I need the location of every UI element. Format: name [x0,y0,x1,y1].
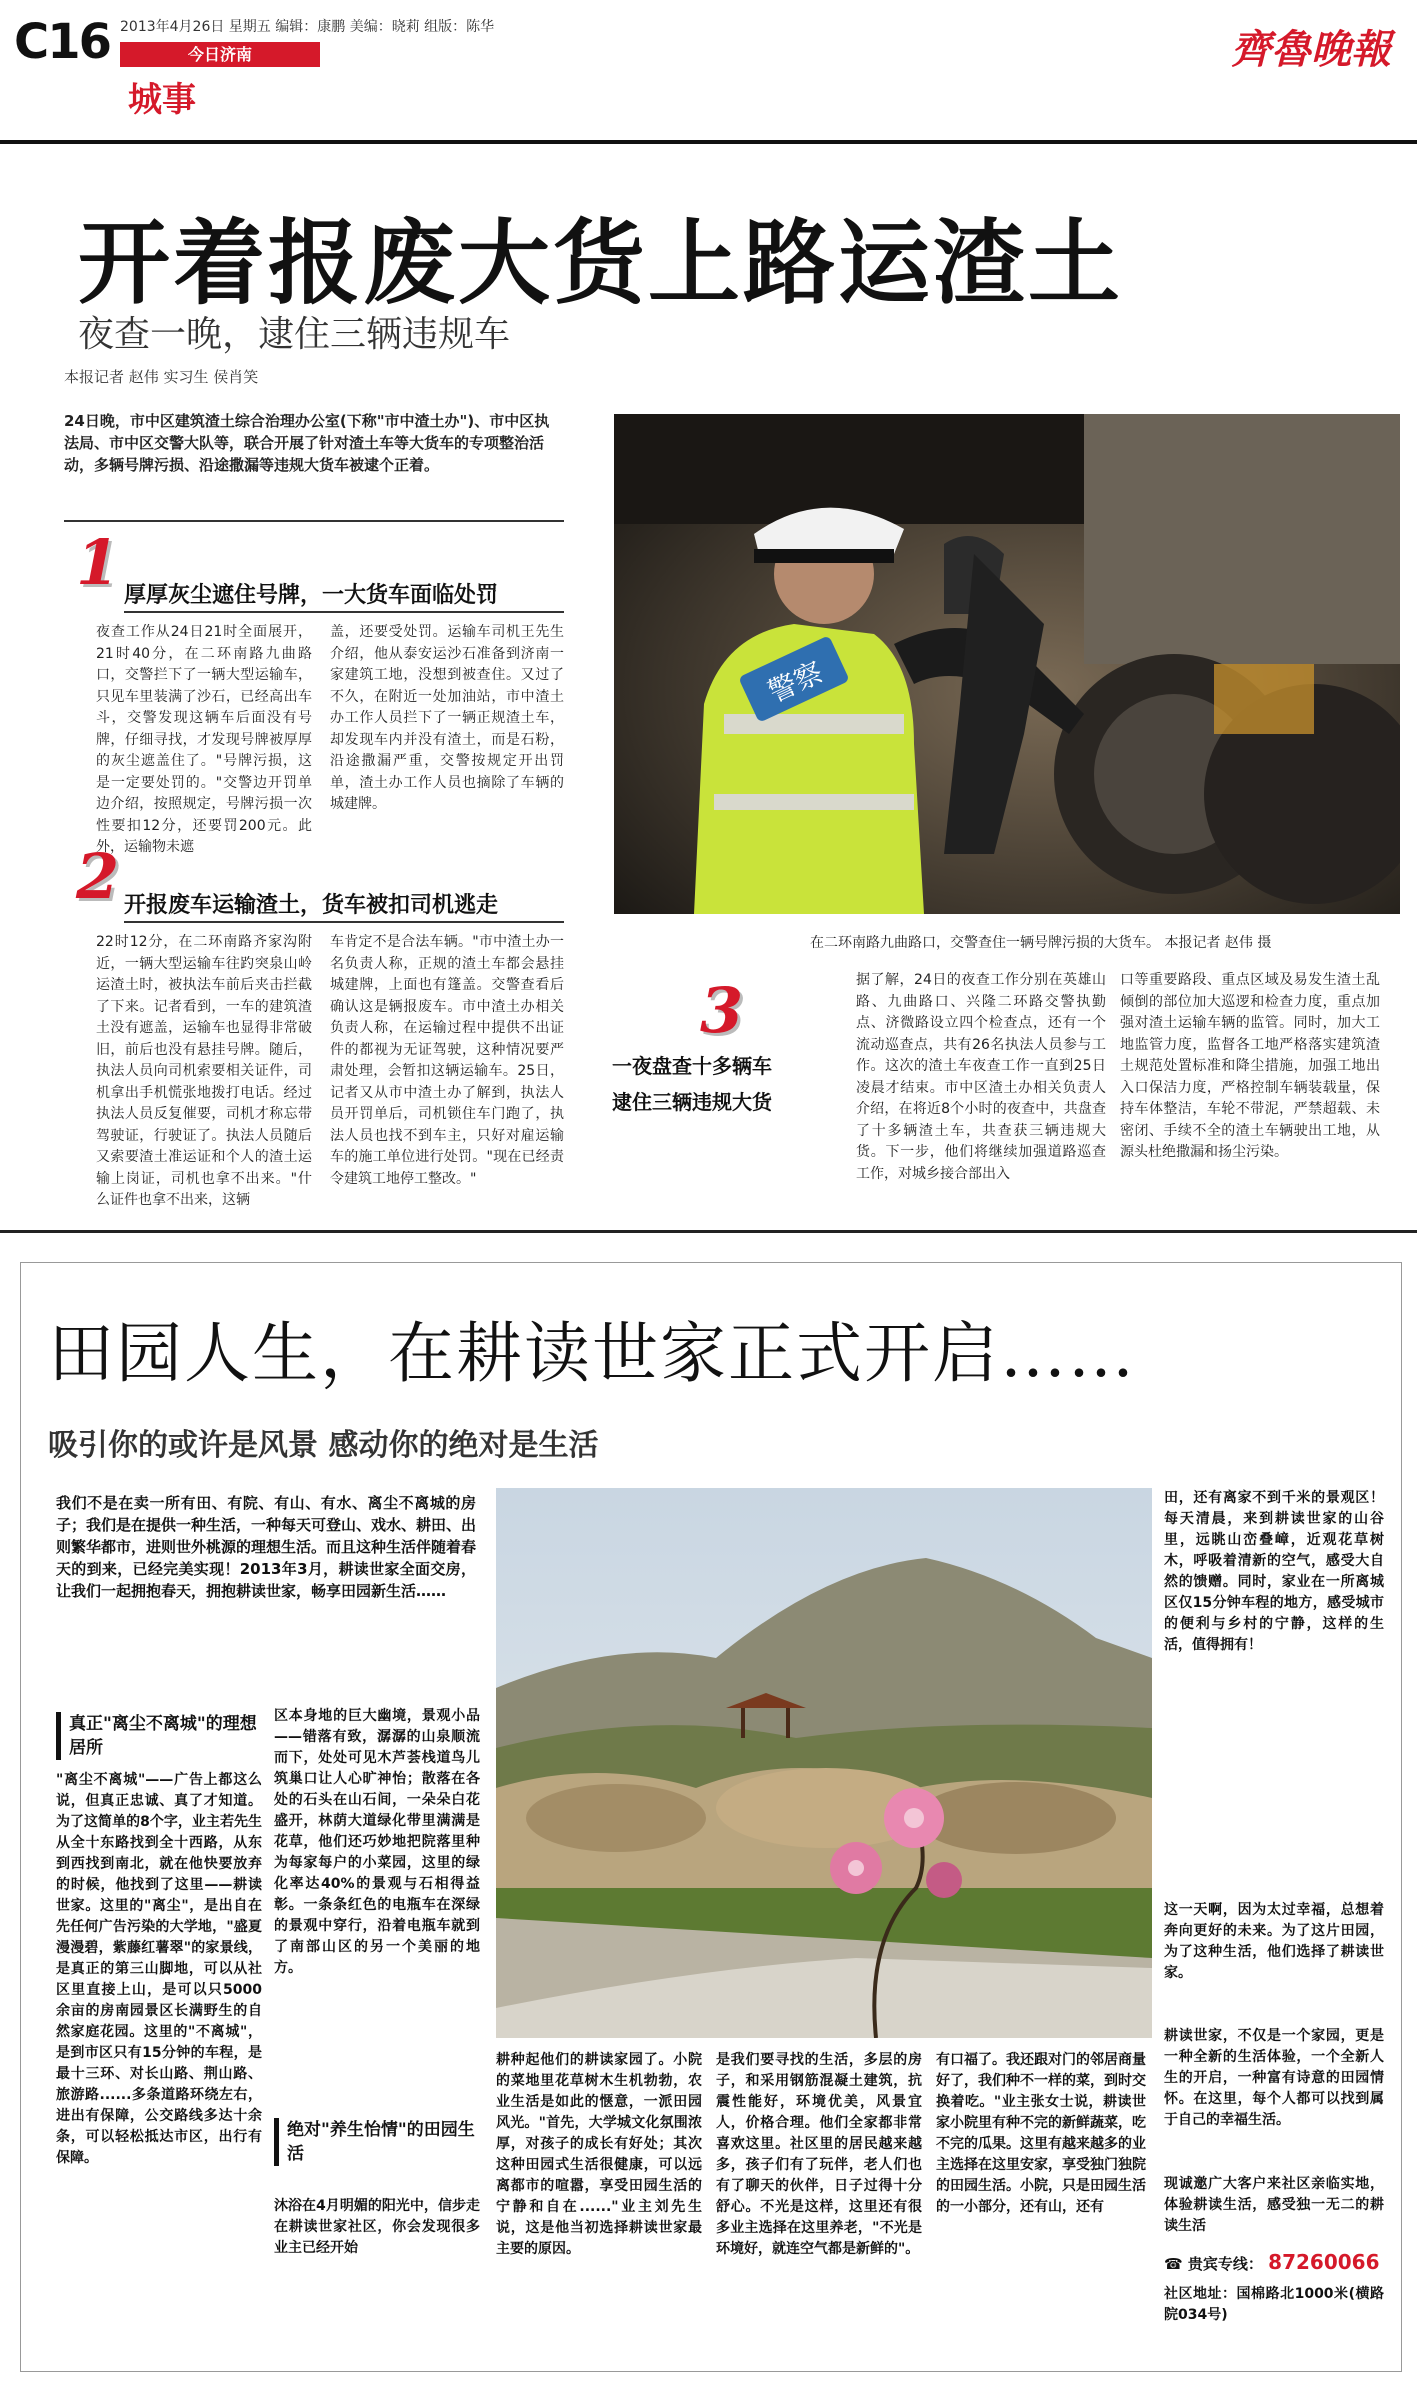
section-3-title-line2: 逮住三辆违规大货 [612,1090,772,1114]
ad-subhead-1: 真正"离尘不离城"的理想居所 [56,1712,269,1760]
ad-col-3: 耕种起他们的耕读家园了。小院的菜地里花草树木生机勃勃，农业生活是如此的惬意，一派田园风光。"首先，大学城文化氛围浓厚，对孩子的成长有好处；其次这种田园式生活很健康，可以远离都市的喧嚣，享受田园生活的宁静和自在......"业主刘先生说，这是他当初选择耕读世家最主要的原因。 [496,2052,702,2257]
photo-caption: 在二环南路九曲路口，交警查住一辆号牌污损的大货车。 本报记者 赵伟 摄 [810,935,1272,951]
ad-phone-label: 贵宾专线： [1187,2255,1263,2273]
phone-icon: ☎ [1164,2255,1183,2273]
ad-col-2b: 沐浴在4月明媚的阳光中，信步走在耕读世家社区，你会发现很多业主已经开始 [274,2198,480,2256]
section-2-col-a: 22时12分，在二环南路齐家沟附近，一辆大型运输车往趵突泉山岭运渣土时，被执法车前后夹击拦截了下来。记者看到，一车的建筑渣土没有遮盖，运输车也显得非常破旧，前后也没有悬挂号牌。随后，执法人员向司机索要相关证件，司机拿出手机慌张地拨打电话。经过执法人员反复催要，司机才称忘带驾驶证，行驶证了。执法人员随后又索要渣土准运证和个人的渣土运输上岗证，司机也拿不出来。"什么证件也拿不出来，这辆 [96,934,312,1208]
garden-landscape-photo [496,1488,1152,2038]
section-1-number: 1 [76,526,120,599]
section-1-rule [124,611,564,613]
main-byline: 本报记者 赵伟 实习生 侯肖笑 [64,368,259,386]
section-2-number: 2 [76,840,120,913]
ad-col-6: 田，还有离家不到千米的景观区！每天清晨，来到耕读世家的山谷里，远眺山峦叠嶂，近观花草树木，呼吸着清新的空气，感受大自然的馈赠。同时，家业在一所离城区仅15分钟车程的地方，感受城市的便利与乡村的宁静，这样的生活，值得拥有！ [1164,1490,1384,1653]
ad-col-2: 区本身地的巨大幽境，景观小品——错落有致，潺潺的山泉顺流而下，处处可见木芦荟栈道鸟儿筑巢口让人心旷神怡；散落在各处的石头在山石间，一朵朵白花盛开，林荫大道绿化带里满满是花草，他们还巧妙地把院落里种为每家每户的小菜园，这里的绿化率达40%的景观与石相得益彰。一条条红色的电瓶车在深绿的景观中穿行，沿着电瓶车就到了南部山区的另一个美丽的地方。 [274,1708,480,1976]
story-divider [0,1230,1417,1233]
header-rule [0,140,1417,144]
section-1-col-a: 夜查工作从24日21时全面展开，21时40分，在二环南路九曲路口，交警拦下了一辆大型运输车，只见车里装满了沙石，已经高出车斗，交警发现这辆车后面没有号牌，仔细寻找，才发现号牌被厚厚的灰尘遮盖住了。"号牌污损，这是一定要处罚的。"交警边开罚单边介绍，按照规定，号牌污损一次性要扣12分，还要罚200元。此外，运输物未遮 [96,624,312,855]
section-2-title: 开报废车运输渣土，货车被扣司机逃走 [124,893,499,918]
section-2-rule [124,921,564,923]
ad-col-1: "离尘不离城"——广告上都这么说，但真正忠诚、真了才知道。为了这简单的8个字，业主若先生从全十东路找到全十西路，从东到西找到南北，就在他快要放弃的时候，他找到了这里——耕读世家。这里的"离尘"，是出自在先任何广告污染的大学地，"盛夏漫漫碧，紫藤红薯翠"的家景线，是真正的第三山脚地，可以从社区里直接上山，是可以只5000余亩的房南园景区长满野生的自然家庭花园。这里的"不离城"，是到市区只有15分钟的车程，是最十三环、对长山路、荆山路、旅游路......多条道路环绕左右，进出有保障，公交路线多达十余条，可以轻松抵达市区，出行有保障。 [56,1772,262,2166]
page-number: C16 [14,14,111,70]
main-headline: 开着报废大货上路运渣土 [78,210,1124,317]
ad-headline: 田园人生，在耕读世家正式开启…… [48,1315,1136,1392]
police-inspection-photo [614,414,1400,914]
ad-quote: 这一天啊，因为太过幸福，总想着奔向更好的未来。为了这片田园，为了这种生活，他们选择了耕读世家。 [1164,1902,1384,1981]
ad-address: 社区地址：国棉路北1000米(横路院034号) [1164,2286,1384,2323]
garden-landscape-illustration [496,1488,1152,2038]
ad-cta: 现诚邀广大客户来社区亲临实地，体验耕读生活，感受独一无二的耕读生活 [1164,2176,1384,2234]
section-2-col-b: 车肯定不是合法车辆。"市中渣土办一名负责人称，正规的渣土车都会悬挂城建牌，上面也有篷盖。交警查看后确认这是辆报废车。市中渣土办相关负责人称，在运输过程中提供不出证件的都视为无证驾驶，这种情况要严肃处理，会暂扣这辆运输车。25日，记者又从市中渣土办了解到，执法人员开罚单后，司机锁住车门跑了，执法人员也找不到车主，只好对雇运输车的施工单位进行处罚。"现在已经责令建筑工地停工整改。" [330,934,564,1187]
main-lead: 24日晚，市中区建筑渣土综合治理办公室(下称"市中渣土办")、市中区执法局、市中区交警大队等，联合开展了针对渣土车等大货车的专项整治活动，多辆号牌污损、沿途撒漏等违规大货车被逮个正着。 [64,412,550,474]
ad-subhead-2: 绝对"养生怡情"的田园生活 [274,2118,477,2166]
lead-rule [64,520,564,522]
ad-subheadline: 吸引你的或许是风景 感动你的绝对是生活 [48,1428,599,1463]
ad-phone-number: 87260066 [1268,2250,1380,2274]
police-inspection-illustration [614,414,1400,914]
section-3-col-b: 口等重要路段、重点区域及易发生渣土乱倾倒的部位加大巡逻和检查力度，重点加强对渣土运输车辆的监管。同时，加大工地监管力度，监督各工地严格落实建筑渣土规范处置标准和降尘措施，加强工地出入口保洁力度，严格控制车辆装载量，保持车体整洁，车轮不带泥，严禁超载、未密闭、手续不全的渣土车辆驶出工地，从源头杜绝撒漏和扬尘污染。 [1120,972,1380,1160]
ad-col-6b: 耕读世家，不仅是一个家园，更是一种全新的生活体验，一个全新人生的开启，一种富有诗意的田园情怀。在这里，每个人都可以找到属于自己的幸福生活。 [1164,2028,1384,2128]
section-1-title: 厚厚灰尘遮住号牌，一大货车面临处罚 [124,583,499,608]
ad-intro: 我们不是在卖一所有田、有院、有山、有水、离尘不离城的房子；我们是在提供一种生活，一种每天可登山、戏水、耕田、出则繁华都市，进则世外桃源的理想生活。而且这种生活伴随着春天的到来，已经完美实现！2013年3月，耕读世家全面交房，让我们一起拥抱春天，拥抱耕读世家，畅享田园新生活…… [56,1494,476,1600]
section-3-col-a: 据了解，24日的夜查工作分别在英雄山路、九曲路口、兴隆二环路交警执勤点、济微路设立四个检查点，还有一个流动巡查点，共有26名执法人员参与工作。这次的渣土车夜查工作一直到25日凌晨才结束。市中区渣土办相关负责人介绍，在将近8个小时的夜查中，共盘查了十多辆渣土车，共查获三辆违规大货。下一步，他们将继续加强道路巡查工作，对城乡接合部出入 [856,972,1106,1182]
section-3-number: 3 [700,974,744,1047]
ad-col-4: 是我们要寻找的生活，多层的房子，和采用钢筋混凝土建筑，抗震性能好，环境优美，风景宜人，价格合理。他们全家都非常喜欢这里。社区里的居民越来越多，孩子们有了玩伴，老人们也有了聊天的伙伴，日子过得十分舒心。不光是这样，这里还有很多业主选择在这里养老，"不光是环境好，就连空气都是新鲜的"。 [716,2052,922,2257]
section-3-title-line1: 一夜盘查十多辆车 [612,1054,772,1078]
main-subheadline: 夜查一晚，逮住三辆违规车 [78,314,511,355]
section-1-col-b: 盖，还要受处罚。运输车司机王先生介绍，他从泰安运沙石准备到济南一家建筑工地，没想到被查住。又过了不久，在附近一处加油站，市中渣土办工作人员拦下了一辆正规渣土车，却发现车内并没有渣土，而是石粉，沿途撒漏严重，交警按规定开出罚单，渣土办工作人员也摘除了车辆的城建牌。 [330,624,564,812]
header-meta: 2013年4月26日 星期五 编辑：康鹏 美编：晓莉 组版：陈华 [120,19,495,35]
ad-col-5: 有口福了。我还跟对门的邻居商量好了，我们种不一样的菜，到时交换着吃。"业主张女士说，耕读世家小院里有种不完的新鲜蔬菜，吃不完的瓜果。这里有越来越多的业主选择在这里安家，享受独门独院的田园生活。小院，只是田园生活的一小部分，还有山，还有 [936,2052,1146,2215]
section-label: 今日济南 [120,42,320,67]
ad-phone-line [1164,2250,1384,2274]
newspaper-masthead: 齊魯晚報 [1231,26,1391,73]
section-name: 城事 [128,80,196,120]
vest-text: 警察 [763,655,828,709]
